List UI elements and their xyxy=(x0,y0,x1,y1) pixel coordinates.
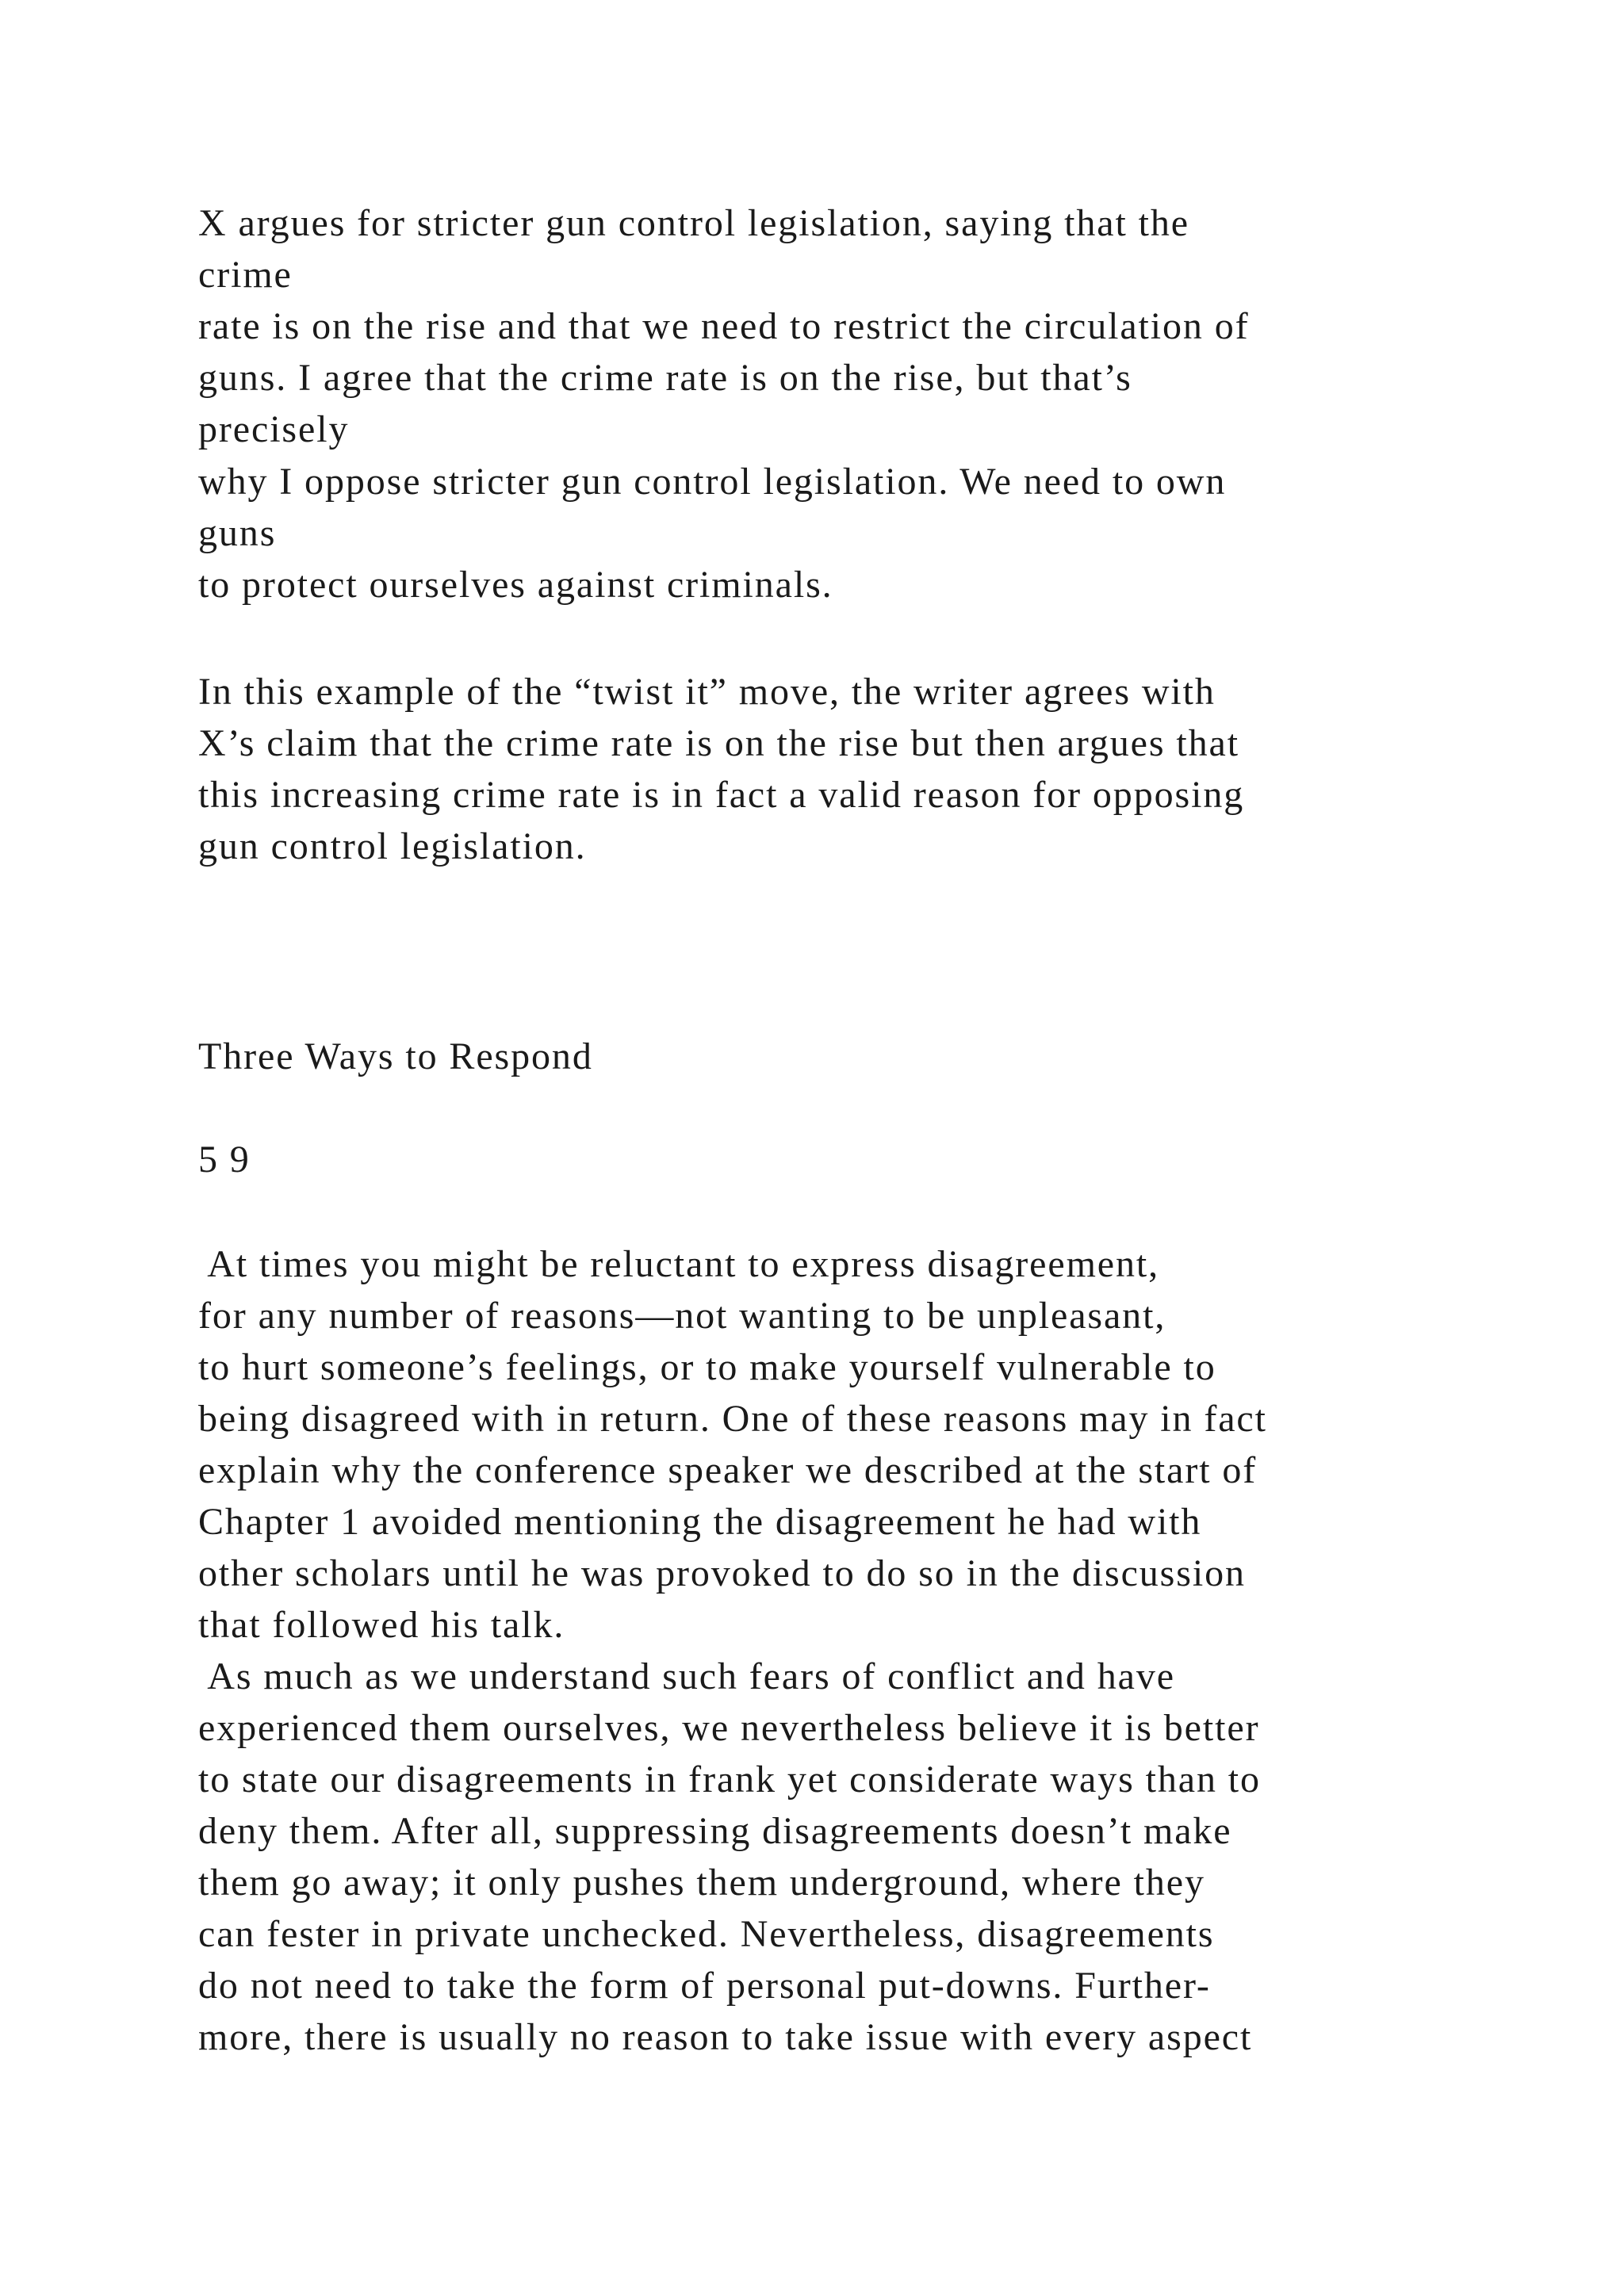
text-line: to protect ourselves against criminals. xyxy=(198,564,833,606)
text-line: crime xyxy=(198,254,293,296)
text-line: rate is on the rise and that we need to restrict the circulation of xyxy=(198,305,1250,347)
text-line: guns xyxy=(198,512,277,554)
text-line: gun control legislation. xyxy=(198,825,587,867)
text-line: X’s claim that the crime rate is on the rise but then argues that xyxy=(198,722,1239,764)
text-line: In this example of the “twist it” move, the writer agrees with xyxy=(198,671,1216,713)
text-line: to state our disagreements in frank yet considerate ways than to xyxy=(198,1758,1261,1800)
text-line: X argues for stricter gun control legislation, saying that the xyxy=(198,202,1189,244)
text-line: more, there is usually no reason to take issue with every aspect xyxy=(198,2016,1253,2058)
text-line: guns. I agree that the crime rate is on the rise, but that’s xyxy=(198,357,1132,399)
text-line: to hurt someone’s feelings, or to make yourself vulnerable to xyxy=(198,1346,1216,1388)
text-line: explain why the conference speaker we described at the start of xyxy=(198,1449,1258,1491)
text-line: can fester in private unchecked. Nevertheless, disagreements xyxy=(198,1913,1215,1955)
text-line: deny them. After all, suppressing disagreements doesn’t make xyxy=(198,1810,1232,1852)
text-line: At times you might be reluctant to express disagreement, xyxy=(198,1243,1160,1285)
text-line: As much as we understand such fears of conflict and have xyxy=(198,1655,1175,1697)
text-line: do not need to take the form of personal put-downs. Further- xyxy=(198,1965,1211,2007)
text-line: experienced them ourselves, we nevertheless believe it is better xyxy=(198,1707,1260,1749)
text-line: other scholars until he was provoked to do so in the discussion xyxy=(198,1552,1246,1594)
page-number: 5 9 xyxy=(198,1138,251,1181)
text-line: them go away; it only pushes them underground, where they xyxy=(198,1862,1205,1904)
running-head: Three Ways to Respond xyxy=(198,1035,593,1077)
text-line: this increasing crime rate is in fact a valid reason for opposing xyxy=(198,774,1245,816)
text-line: why I oppose stricter gun control legislation. We need to own xyxy=(198,461,1227,503)
text-line: Chapter 1 avoided mentioning the disagreement he had with xyxy=(198,1501,1202,1543)
text-line: for any number of reasons—not wanting to be unpleasant, xyxy=(198,1295,1166,1337)
text-line: precisely xyxy=(198,408,350,450)
text-line: being disagreed with in return. One of these reasons may in fact xyxy=(198,1398,1267,1440)
text-line: that followed his talk. xyxy=(198,1604,565,1646)
